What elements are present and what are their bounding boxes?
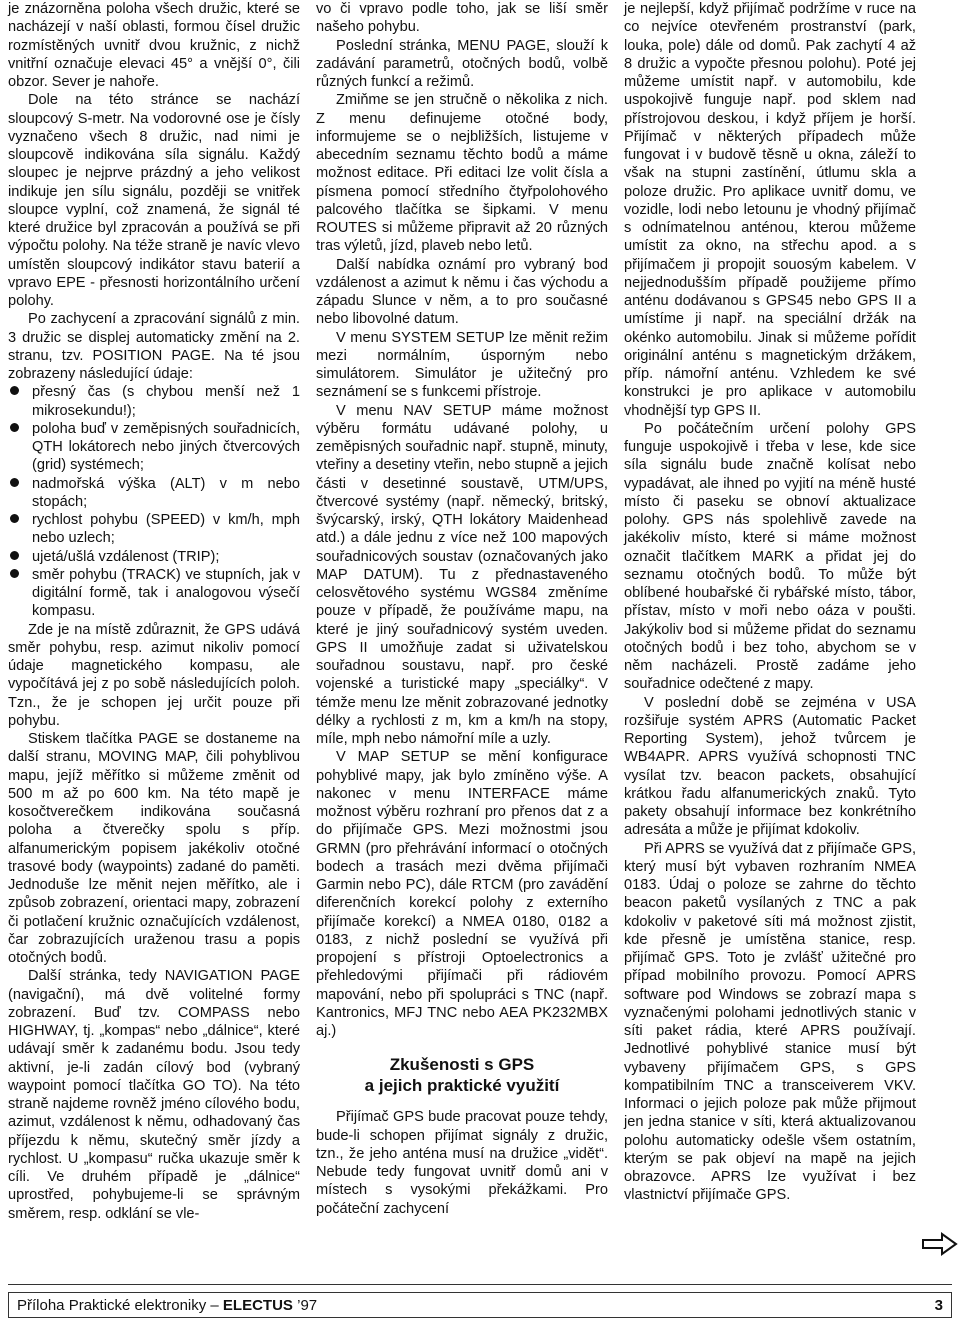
paragraph: Zde je na místě zdůraznit, že GPS udává směr pohybu, resp. azimut nikoliv pomocí údaje magnetického kompasu, ale vypočítává jej z po sobě následujících poloh. Tzn., že je schopen jej určit pouze při pohybu. (8, 621, 300, 729)
paragraph: Zmiňme se jen stručně o několika z nich. Z menu definujeme otočné body, informujeme se o nejbližších, listujeme v abecedním seznamu těchto bodů a máme možnost editace. Při editaci lze volit čísla a písmena pomocí středního čtyřpolohového palcového tlačítka se šipkami. V menu ROUTES si můžeme připravit až 20 různých tras výletů, jízd, plaveb nebo letů. (316, 92, 608, 255)
column-2 (316, 0, 608, 1218)
bullet-list (8, 383, 300, 620)
paragraph: Dole na této stránce se nachází sloupcový S-metr. Na vodorovné ose je čísly vyznačeno všech 8 družic, nad nimi je sloupcově indikována síla signálu. Každý sloupec je nejprve prázdný a jeho velikost indikuje jen sílu signálu, později se vnitřek sloupce vyplní, což znamená, že signál té které družice byl zpracován a používá se při výpočtu polohy. Na téže straně je navíc vlevo umístěn sloupcový indikátor stavu baterií a vpravo EPE - přesnosti horizontálního určení polohy. (8, 92, 300, 309)
list-item: rychlost pohybu (SPEED) v km/h, mph nebo uzlech; (8, 511, 300, 548)
list-item: směr pohybu (TRACK) ve stupních, jak v digitální formě, tak i analogovou výsečí kompasu. (8, 566, 300, 621)
paragraph: Po počátečním určení polohy GPS funguje uspokojivě i třeba v lese, kde sice síla signálu bude značně kolísat nebo vypadávat, ale ihned po vyjití na méně husté místo či paseku se obnoví aktualizace polohy. GPS nás spolehlivě zavede na jakékoliv místo, které si máme možnost označit tlačítkem MARK a přidat jej do seznamu otočných bodů. To může být oblíbené houbařské či rybářské místo, tábor, přístav, místo v moři nebo oáza v poušti. Jakýkoliv bod si můžeme přidat do seznamu otočných bodů i bez toho, abychom se v něm nacházeli. Prostě zadáme jeho souřadnice odečtené z mapy. (624, 420, 916, 693)
paragraph: Přijímač GPS bude pracovat pouze tehdy, bude-li schopen přijímat signály z družic, tzn., že jeho anténa musí na družice „vidět“. Nebude tedy fungovat uvnitř domů ani v místech s vysokými překážkami. Pro počáteční zachycení (316, 1109, 608, 1217)
bullet-icon (8, 511, 32, 548)
list-item: nadmořská výška (ALT) v m nebo stopách; (8, 475, 300, 512)
footer-rule (8, 1284, 952, 1285)
bullet-icon (8, 548, 32, 566)
paragraph: vo či vpravo podle toho, jak se liší směr našeho pohybu. (316, 1, 608, 36)
bullet-icon (8, 475, 32, 512)
heading-line: Zkušenosti s GPS (389, 1055, 535, 1075)
column-1 (8, 0, 300, 1223)
page-number: 3 (934, 1296, 943, 1314)
paragraph: V poslední době se zejména v USA rozšiřuje systém APRS (Automatic Packet Reporting System), jehož tvůrcem je WB4APR. APRS využívá schopnosti TNC vysílat tzv. beacon packets, obsahující krátkou řadu alfanumerických znaků. Tyto pakety obsahují informace bez konkrétního adresáta a může je přijímat kdokoliv. (624, 694, 916, 839)
footer-brand: ELECTUS (222, 1296, 293, 1314)
paragraph: Po zachycení a zpracování signálů z min. 3 družic se displej automaticky změní na 2. stranu, tzv. POSITION PAGE. Na té jsou zobrazeny následující údaje: (8, 311, 300, 382)
paragraph: Stiskem tlačítka PAGE se dostaneme na další stranu, MOVING MAP, čili pohyblivou mapu, jejíž měřítko si můžeme změnit od 500 m až po 600 km. Na této mapě je kosočtverečkem indikována současná poloha a čtverečky spolu s příp. alfanumerickým popisem jakékoliv otočné trasové body (waypoints) zadané do paměti. Jednoduše lze měnit nejen měřítko, ale i způsob zobrazení, orientaci mapy, zobrazení či potlačení kružnic označujících vzdálenost, čar zobrazujících uraženou trasu a popis otočných bodů. (8, 731, 300, 966)
bullet-icon (8, 566, 32, 621)
paragraph: Při APRS se využívá dat z přijímače GPS, který musí být vybaven rozhraním NMEA 0183. Údaj o poloze se zahrne do těchto beacon paketů vysílaných z TNC a pak kdokoliv v paketové síti má možnost zjistit, kde přesně je umístěna stanice, resp. přijímač GPS. Toto je zvlášť užitečné pro případ mobilního provozu. Pomocí APRS software pod Windows se zobrazí mapa s vyznačenými polohami jednotlivých stanic v síti paket rádia, které APRS používají. Jednotlivé pohyblivé stanice musí být vybaveny přijímačem GPS, s GPS kompatibilním TNC a transceiverem VKV. Informaci o jejich poloze pak může přijmout jen jedna stanice v síti, která aktualizovanou polohu automaticky odešle všem ostatním, kterým se pak objeví na mapě na jejich obrazovce. APRS lze využívat i bez vlastnictví přijímače GPS. (624, 840, 916, 1204)
list-item: poloha buď v zeměpisných souřadnicích, QTH lokátorech nebo jiných čtvercových (grid) systémech; (8, 420, 300, 475)
paragraph: je znázorněna poloha všech družic, které se nacházejí v naší oblasti, formou čísel družic rozmístěných uvnitř dvou kružnic, z nichž vnitřní označuje elevaci 45° a vnější 0°, čili obzor. Sever je nahoře. (8, 1, 300, 90)
column-3 (624, 0, 916, 1205)
list-item: přesný čas (s chybou menší než 1 mikrosekundu!); (8, 383, 300, 420)
paragraph: V menu NAV SETUP máme možnost výběru formátu udávané polohy, u zeměpisných souřadnic např. stupně, minuty, vteřiny a desetiny vteřin, nebo stupně a jejich části v desetinné soustavě, UTM/UPS, čtvercové systémy (např. německý, britský, švýcarský, irský, QTH lokátory Maidenhead atd.) a dále jednu z více než 100 mapových souřadnicových soustav (označovaných jako MAP DATUM). Tu z přednastaveného celosvětového systému WGS84 změníme pouze v případě, že používáme mapu, na které je jiný souřadnicový systém uveden. GPS II umožňuje zadat si uživatelskou souřadnou soustavu, např. pro české vojenské a turistické mapy „speciálky“. V témže menu lze měnit zobrazované jednotky délky a rychlosti z m, km a km/h na stopy, míle, mph nebo námořní míle a uzly. (316, 402, 608, 747)
bullet-icon (8, 383, 32, 420)
paragraph: V MAP SETUP se mění konfigurace pohyblivé mapy, jak bylo zmíněno výše. A nakonec v menu INTERFACE máme možnost výběru rozhraní pro přenos dat z a do přijímače GPS. Mezi možnostmi jsou GRMN (pro přehrávání informací o otočných bodech a trasách mezi dvěma přijímači Garmin nebo PC), dále RTCM (pro zavádění diferenčních korekcí polohy z externího přijímače korekcí) a NMEA 0180, 0182 a 0183, z nichž poslední se využívá při propojení s přístroji Optoelectronics a přehledovými přijímači při rádiovém mapování, nebo při spolupráci s TNC (např. Kantronics, MFJ TNC nebo AEA PK232MBX aj.) (316, 749, 608, 1039)
paragraph: V menu SYSTEM SETUP lze měnit režim mezi normálním, úsporným nebo simulátorem. Simulátor je užitečný pro seznámení se s funkcemi přístroje. (316, 329, 608, 401)
footer-publication: Příloha Praktické elektroniky – ELECTUS ’97 (17, 1296, 318, 1314)
next-page-arrow-icon (922, 1232, 958, 1256)
paragraph: Poslední stránka, MENU PAGE, slouží k zadávání parametrů, otočných bodů, volbě různých funkcí a režimů. (316, 37, 608, 90)
paragraph: je nejlepší, když přijímač podržíme v ruce na co nejvíce otevřeném prostranství (park, louka, pole) dále od domů. Pak zachytí 4 až 8 družic a vypočte přesnou polohu). Poté jej můžeme umístit např. v automobilu, kde uspokojivě funguje např. pod sklem nad přístrojovou deskou, i když příjem je horší. Přijímač v některých případech může fungovat i v budově těsně u okna, záleží to však na stupni zastínění, útlumu skla a poloze družic. Pro aplikace uvnitř domu, ve vozidle, lodi nebo letounu je vhodný přijímač s odnímatelnou anténou, kterou můžeme umístit za okno, na střechu apod. a s přijímačem ji propojit souosým kabelem. V nejjednodušším případě použijeme přímo anténu dodávanou s GPS45 nebo GPS II a umístíme ji např. na speciální držák na okénko automobilu. Jinak si můžeme pořídit originální anténu s magnetickým držákem, příp. námořní anténu. Vzhledem ke své konstrukci je pro aplikace v automobilu vhodnější typ GPS II. (624, 1, 916, 419)
paragraph: Další stránka, tedy NAVIGATION PAGE (navigační), má dvě volitelné formy zobrazení. Buď tzv. COMPASS nebo HIGHWAY, tj. „kompas“ nebo „dálnice“, které udávají směr k zadanému bodu. Jsou tedy aktivní, je-li zadán cílový bod (vybraný waypoint pomocí tlačítka GO TO). Na této straně najdeme rovněž jméno cílového bodu, azimut, vzdálenost k němu, odhadovaný čas příjezdu k němu, skutečný směr jízdy a rychlost. U „kompasu“ ručka ukazuje směr k cíli. Ve druhém případě je „dálnice“ uprostřed, pohybujeme-li se správným směrem, resp. odklání se vle- (8, 968, 300, 1222)
list-item: ujetá/ušlá vzdálenost (TRIP); (8, 548, 300, 566)
page-footer (8, 1292, 952, 1318)
section-heading (316, 1054, 608, 1096)
heading-line: a jejich praktické využití (364, 1076, 560, 1096)
paragraph: Další nabídka oznámí pro vybraný bod vzdálenost a azimut k němu i čas východu a západu Slunce v něm, a to pro současné nebo libovolné datum. (316, 256, 608, 328)
bullet-icon (8, 420, 32, 475)
